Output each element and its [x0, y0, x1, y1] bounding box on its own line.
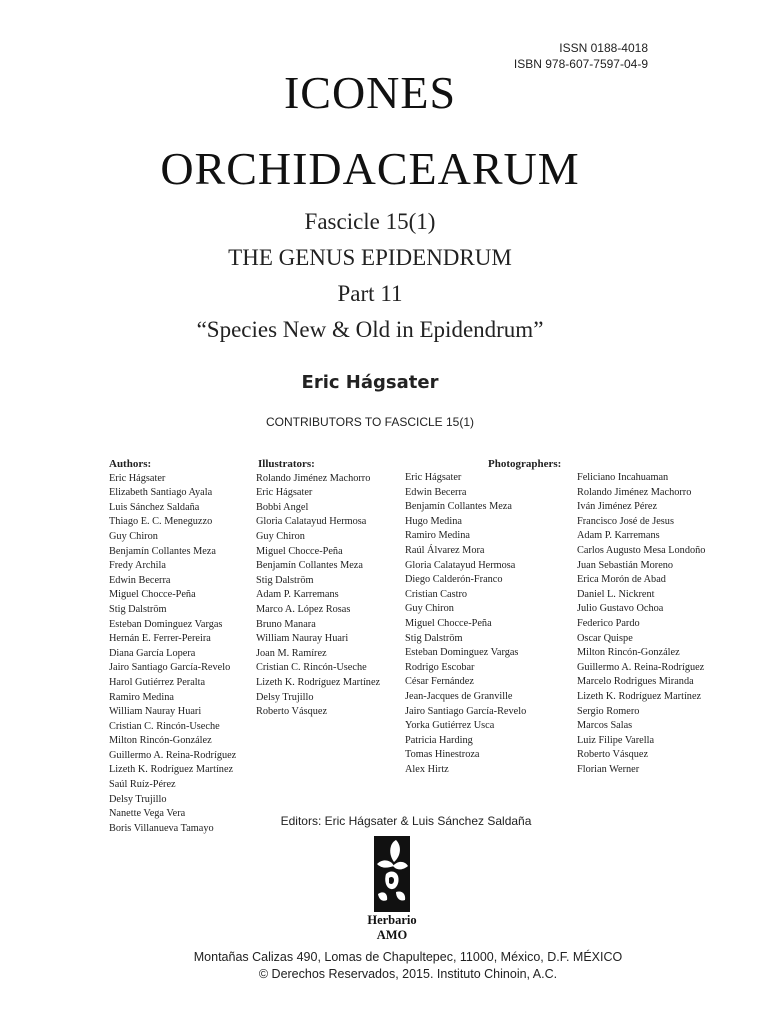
contributor-name: Raúl Álvarez Mora — [405, 544, 485, 556]
contributor-name: Miguel Chocce-Peña — [109, 589, 196, 601]
contributor-name: Roberto Vásquez — [256, 706, 328, 718]
contributor-name: Yorka Gutiérrez Usca — [405, 720, 495, 732]
contributor-name: Adam P. Karremans — [577, 530, 660, 542]
authors-column — [109, 457, 236, 836]
contributor-name: Thiago E. C. Meneguzzo — [109, 516, 213, 528]
contributor-name: Edwin Becerra — [109, 574, 171, 586]
contributor-name: Boris Villanueva Tamayo — [109, 822, 214, 834]
contributor-name: William Nauray Huari — [256, 633, 349, 645]
contributor-name: William Nauray Huari — [109, 706, 202, 718]
contributor-name: Eric Hágsater — [109, 472, 166, 484]
contributor-name: Daniel L. Nickrent — [577, 588, 655, 600]
contributor-name: Roberto Vásquez — [577, 749, 649, 761]
contributor-name: Tomas Hinestroza — [405, 749, 480, 761]
contributor-name: Federico Pardo — [577, 617, 640, 629]
contributor-name: Benjamín Collantes Meza — [256, 560, 363, 572]
illustrators-heading: Illustrators: — [258, 458, 315, 470]
contributor-name: Rodrigo Escobar — [405, 661, 475, 673]
photographers-list-2 — [577, 471, 705, 777]
contributor-name: Delsy Trujillo — [109, 793, 167, 805]
contributor-name: Benjamín Collantes Meza — [109, 545, 216, 557]
title-line-1: ICONES — [283, 67, 457, 118]
contributor-name: Hugo Medina — [405, 515, 462, 527]
contributor-name: Cristian C. Rincón-Useche — [256, 662, 367, 674]
genus-title: THE GENUS EPIDENDRUM — [228, 245, 512, 270]
contributor-name: Julio Gustavo Ochoa — [577, 603, 664, 615]
contributor-name: Rolando Jiménez Machorro — [256, 472, 371, 484]
part-number: Part 11 — [337, 281, 403, 306]
fascicle-number: Fascicle 15(1) — [304, 209, 436, 234]
contributor-name: Harol Gutiérrez Peralta — [109, 676, 206, 688]
contributor-name: Guillermo A. Reina-Rodríguez — [109, 749, 237, 761]
isbn-text: ISBN 978-607-7597-04-9 — [513, 57, 648, 71]
contributor-name: Cristian C. Rincón-Useche — [109, 720, 220, 732]
contributor-name: Guy Chiron — [405, 603, 454, 615]
contributor-name: Lizeth K. Rodríguez Martínez — [109, 764, 234, 776]
contributor-name: Esteban Dominguez Vargas — [109, 618, 223, 630]
contributor-name: Sergio Romero — [577, 705, 640, 717]
contributor-name: Patricia Harding — [405, 734, 473, 746]
publisher-name — [0, 913, 768, 943]
contributor-name: Miguel Chocce-Peña — [405, 617, 492, 629]
contributor-name: Lizeth K. Rodríguez Martínez — [256, 676, 381, 688]
contributor-name: Bobbi Angel — [256, 501, 309, 513]
photographers-column-1 — [405, 471, 526, 777]
photographers-column-2 — [577, 471, 705, 777]
contributor-name: Juan Sebastián Moreno — [577, 559, 674, 571]
contributor-name: Jean-Jacques de Granville — [405, 690, 513, 702]
illustrators-column — [256, 457, 380, 720]
contributor-name: Gloria Calatayud Hermosa — [405, 559, 516, 571]
contributor-name: Guillermo A. Reina-Rodríguez — [577, 661, 705, 673]
contributor-name: Alex Hirtz — [405, 763, 449, 775]
contributors-heading: CONTRIBUTORS TO FASCICLE 15(1) — [265, 415, 475, 429]
contributor-name: Adam P. Karremans — [256, 589, 339, 601]
authors-heading: Authors: — [109, 458, 152, 470]
contributor-name: Hernán E. Ferrer-Pereira — [109, 633, 211, 645]
contributor-name: Esteban Dominguez Vargas — [405, 647, 519, 659]
illustrators-list — [256, 472, 380, 720]
herbario-orchid-logo-icon — [374, 836, 410, 912]
contributor-name: Miguel Chocce-Peña — [256, 545, 343, 557]
publisher-address: Montañas Calizas 490, Lomas de Chapultepec, 11000, México, D.F. MÉXICO — [193, 950, 623, 964]
contributor-name: Guy Chiron — [256, 530, 305, 542]
contributor-name: Eric Hágsater — [405, 472, 462, 483]
contributor-name: Fredy Archila — [109, 560, 166, 572]
authors-list — [109, 472, 236, 837]
contributor-name: Milton Rincón-González — [577, 647, 680, 659]
contributor-name: Gloria Calatayud Hermosa — [256, 516, 367, 528]
contributor-name: Carlos Augusto Mesa Londoño — [577, 544, 706, 556]
photographers-list-1 — [405, 471, 526, 777]
contributor-name: Saúl Ruíz-Pérez — [109, 779, 176, 791]
contributor-name: Erica Morón de Abad — [577, 574, 666, 586]
contributor-name: Florian Werner — [577, 763, 640, 775]
contributor-name: Marcelo Rodrigues Miranda — [577, 676, 694, 688]
contributor-name: Bruno Manara — [256, 618, 316, 630]
contributor-name: Marcos Salas — [577, 720, 633, 732]
contributor-name: Stig Dalström — [405, 632, 463, 644]
contributor-name: Stig Dalström — [109, 603, 167, 615]
contributor-name: Lizeth K. Rodríguez Martínez — [577, 690, 702, 702]
contributor-name: Jairo Santiago García-Revelo — [405, 705, 527, 717]
copyright-notice: © Derechos Reservados, 2015. Instituto Chinoin, A.C. — [258, 967, 558, 981]
contributor-name: Diana García Lopera — [109, 647, 196, 659]
contributor-name: Eric Hágsater — [256, 487, 313, 499]
contributor-name: Diego Calderón-Franco — [405, 574, 503, 586]
editors-line: Editors: Eric Hágsater & Luis Sánchez Saldaña — [280, 814, 532, 828]
contributor-name: Ramiro Medina — [405, 530, 470, 542]
contributor-name: Cristian Castro — [405, 588, 468, 600]
contributor-name: Iván Jiménez Pérez — [577, 501, 658, 513]
contributor-name: Delsy Trujillo — [256, 691, 314, 703]
contributor-name: Edwin Becerra — [405, 486, 467, 498]
issn-text: ISSN 0188-4018 — [559, 41, 648, 55]
publisher-line-2: AMO — [376, 928, 408, 942]
contributor-name: Stig Dalström — [256, 574, 314, 586]
contributor-name: Marco A. López Rosas — [256, 603, 351, 615]
photographers-heading-wrap — [488, 457, 561, 472]
contributor-name: César Fernández — [405, 676, 474, 688]
contributor-name: Oscar Quispe — [577, 632, 633, 644]
contributor-name: Rolando Jiménez Machorro — [577, 486, 692, 498]
contributor-name: Feliciano Incahuaman — [577, 472, 669, 483]
volume-subtitle: “Species New & Old in Epidendrum” — [196, 317, 544, 342]
contributor-name: Benjamín Collantes Meza — [405, 501, 512, 513]
contributor-name: Guy Chiron — [109, 530, 158, 542]
contributor-name: Ramiro Medina — [109, 691, 174, 703]
contributor-name: Luiz Filipe Varella — [577, 734, 655, 746]
contributor-name: Milton Rincón-González — [109, 735, 212, 747]
contributor-name: Elizabeth Santiago Ayala — [109, 487, 213, 499]
contributor-name: Francisco José de Jesus — [577, 515, 674, 527]
contributor-name: Luis Sánchez Saldaña — [109, 501, 200, 513]
publisher-line-1: Herbario — [367, 913, 417, 927]
identifier-block — [514, 40, 648, 72]
contributor-name: Joan M. Ramírez — [256, 647, 327, 659]
contributor-name: Jairo Santiago García-Revelo — [109, 662, 231, 674]
photographers-heading: Photographers: — [488, 458, 562, 470]
title-line-2: ORCHIDACEARUM — [160, 143, 580, 194]
contributor-name: Nanette Vega Vera — [109, 808, 186, 820]
main-author: Eric Hágsater — [301, 372, 439, 393]
